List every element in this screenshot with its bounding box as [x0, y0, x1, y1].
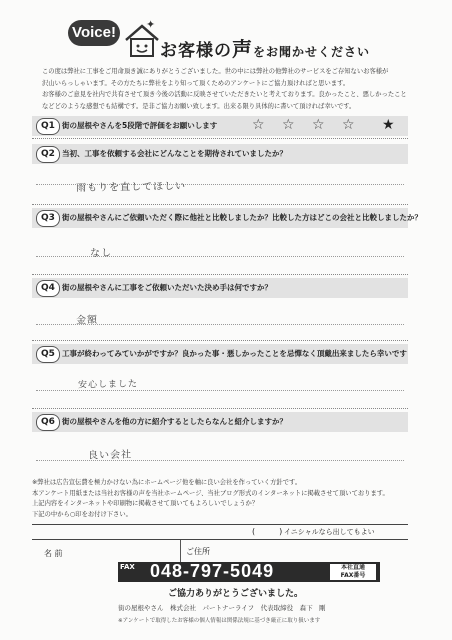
voice-badge: Voice!	[68, 20, 120, 46]
question-6	[32, 412, 408, 474]
note-line: 下記の中から○印をお付け下さい。	[32, 510, 132, 518]
question-text: 街の屋根やさんにご依頼いただく際に他社と比較しましたか？比較した方はどこの会社と比較しましたか？	[62, 213, 422, 222]
initial-checkbox[interactable]: ( )	[252, 527, 283, 536]
form-divider	[180, 540, 181, 562]
initial-option-label: イニシャルなら出してもよい	[284, 528, 375, 536]
question-text: 街の屋根やさんを5段階で評価をお願いします	[62, 121, 218, 130]
question-number: Q1	[36, 118, 60, 135]
question-number: Q3	[36, 210, 60, 227]
question-4	[32, 278, 408, 341]
address-field-label: ご住所	[186, 547, 210, 556]
company-info: 街の屋根やさん 株式会社 パートナーライフ 代表取締役 森下 剛	[118, 604, 326, 612]
answer-text[interactable]: 金額	[75, 314, 99, 327]
name-field-label: 名 前	[44, 549, 63, 558]
title-part-1: お客様の	[160, 41, 232, 61]
rating-star-4-icon[interactable]: ☆	[342, 117, 355, 133]
fax-tag	[330, 564, 376, 580]
house-icon	[122, 22, 162, 58]
answer-text[interactable]: 安心しました	[77, 379, 139, 391]
question-1	[32, 116, 408, 139]
note-line: ※弊社は広告宣伝費を極力かけない為にホームページ他を軸に良い会社を作っていく方針です。	[32, 479, 302, 486]
rating-star-2-icon[interactable]: ☆	[282, 117, 295, 133]
answer-text[interactable]: なし	[89, 247, 113, 260]
question-text: 街の屋根やさんに工事をご依頼いただいた決め手は何ですか？	[62, 283, 272, 292]
page-title	[160, 33, 370, 62]
question-number: Q2	[36, 146, 60, 163]
fax-tag-line: FAX番号	[340, 572, 366, 579]
question-number: Q4	[36, 280, 60, 297]
intro-line: この度は弊社に工事をご用命頂き誠にありがとうございました。世の中には弊社の他弊社のサービスをご存知ないお客様が	[42, 68, 389, 75]
note-line: 上記内容をインターネットや印刷物に掲載させて頂いてもよろしいでしょうか？	[32, 500, 259, 507]
intro-line: 沢山いらっしゃいます。その方たちに弊社をより知って頂くためのアンケートにご協力頂ければと思います。	[42, 79, 350, 87]
fax-label: FAX	[120, 563, 135, 571]
fax-tag-line: 本社直通	[340, 564, 365, 571]
title-part-2: 声	[232, 37, 253, 61]
rating-star-3-icon[interactable]: ☆	[312, 117, 325, 133]
question-number: Q5	[36, 346, 60, 363]
intro-line: お客様のご意見を社内で共有させて頂き今後の活動に反映させていただきたいと考えております。良かったこと、悪しかったこと	[42, 91, 407, 98]
star-decoration-icon: ✦	[146, 18, 156, 31]
privacy-note: ※アンケートで取得したお客様の個人情報は関係法規に基づき厳正に取り扱います	[118, 618, 321, 624]
answer-text[interactable]: 良い会社	[87, 449, 133, 462]
title-part-3: をお聞かせください	[253, 45, 371, 59]
question-5	[32, 344, 408, 409]
intro-text	[42, 66, 422, 112]
question-text: 当初、工事を依頼する会社にどんなことを期待されていましたか？	[62, 149, 287, 158]
question-number: Q6	[36, 414, 60, 431]
rating-star-1-icon[interactable]: ☆	[252, 117, 265, 133]
notes	[32, 478, 422, 520]
fax-number: 048-797-5049	[150, 561, 275, 581]
note-line: 本アンケート用紙または当社お客様の声を当社ホームページ、当社ブログ形式のインターネットに掲載させて頂いております。	[32, 489, 389, 497]
question-2	[32, 144, 408, 205]
rating-star-5-icon[interactable]: ★	[382, 117, 395, 133]
thanks-message: ご協力ありがとうございました。	[168, 589, 304, 599]
question-3	[32, 208, 422, 275]
question-text: 街の屋根やさんを他の方に紹介するとしたらなんと紹介しますか？	[62, 417, 287, 426]
question-text: 工事が終わってみていかがですか？良かった事・悪しかったことを忌憚なく頂戴出来ましたら幸いです	[62, 349, 407, 358]
answer-text[interactable]: 雨もりを直してほしい	[75, 181, 187, 194]
intro-line: などどのような感想でも結構です。是非ご協力お願い致します。出来る限り具体的に書いて頂ければ幸いです。	[42, 102, 356, 110]
